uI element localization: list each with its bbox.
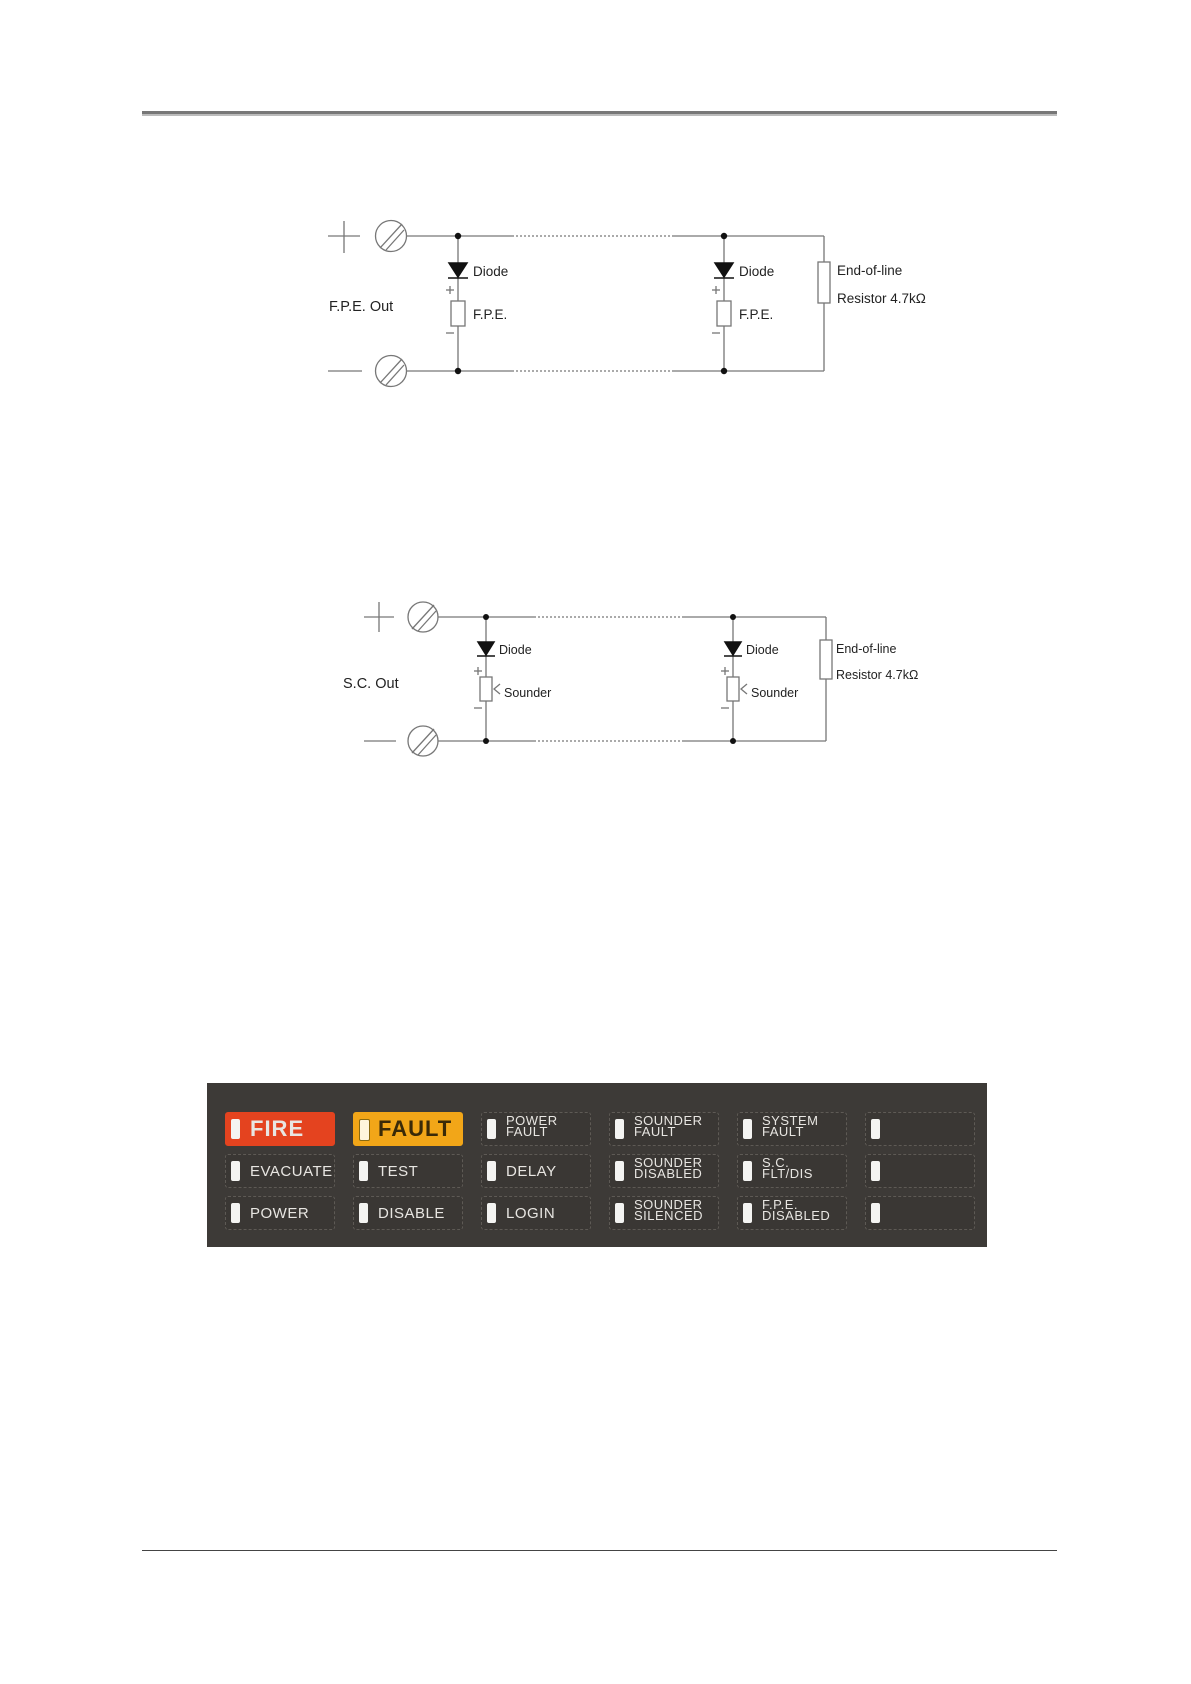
- led-icon: [871, 1119, 880, 1139]
- fpe-eol-label-1: End-of-line: [837, 263, 903, 278]
- indicator-fire: [225, 1112, 335, 1146]
- led-icon: [359, 1119, 370, 1141]
- indicator-power-fault: [481, 1112, 591, 1146]
- indicator-label: LOGIN: [506, 1204, 556, 1222]
- led-icon: [871, 1161, 880, 1181]
- indicator-panel: [207, 1083, 987, 1247]
- indicator-label: F.P.E. DISABLED: [762, 1197, 831, 1223]
- led-icon: [359, 1161, 368, 1181]
- led-icon: [871, 1203, 880, 1223]
- led-icon: [231, 1161, 240, 1181]
- indicator-evacuate: [225, 1154, 335, 1188]
- led-icon: [487, 1119, 496, 1139]
- indicator-label: SOUNDER SILENCED: [634, 1197, 704, 1223]
- sc-wiring-diagram: [0, 0, 1191, 780]
- indicator-label: S.C. FLT/DIS: [762, 1155, 813, 1181]
- led-icon: [487, 1161, 496, 1181]
- indicator-label: SOUNDER FAULT: [634, 1113, 703, 1139]
- indicator-label: DELAY: [506, 1162, 557, 1180]
- indicator-s-c--flt-dis: [737, 1154, 847, 1188]
- indicator-fault: [353, 1112, 463, 1146]
- indicator-label: EVACUATE: [250, 1162, 333, 1180]
- sc-terminal-label: S.C. Out: [343, 676, 399, 692]
- fpe-diode-1-label: Diode: [473, 264, 509, 279]
- fpe-terminal-label: F.P.E. Out: [329, 299, 394, 315]
- indicator-power: [225, 1196, 335, 1230]
- fpe-diode-2-label: Diode: [739, 264, 775, 279]
- sc-eol-label-1: End-of-line: [836, 642, 897, 656]
- indicator-label: POWER: [250, 1204, 310, 1222]
- indicator-label: TEST: [378, 1162, 419, 1180]
- indicator-system-fault: [737, 1112, 847, 1146]
- fpe-load-1-label: F.P.E.: [473, 307, 508, 322]
- led-icon: [359, 1203, 368, 1223]
- sc-load-1-label: Sounder: [504, 686, 552, 700]
- indicator-sounder-disabled: [609, 1154, 719, 1188]
- led-icon: [615, 1203, 624, 1223]
- indicator-sounder-silenced: [609, 1196, 719, 1230]
- indicator-blank: [865, 1154, 975, 1188]
- footer-rule: [142, 1550, 1057, 1551]
- indicator-f-p-e--disabled: [737, 1196, 847, 1230]
- eol-resistor: [820, 640, 832, 679]
- sc-eol-label-2: Resistor 4.7kΩ: [836, 668, 919, 682]
- indicator-delay: [481, 1154, 591, 1188]
- sounder-1-icon: [480, 677, 492, 701]
- led-icon: [231, 1119, 240, 1139]
- indicator-sounder-fault: [609, 1112, 719, 1146]
- indicator-test: [353, 1154, 463, 1188]
- indicator-login: [481, 1196, 591, 1230]
- indicator-label: POWER FAULT: [506, 1113, 558, 1139]
- led-icon: [231, 1203, 240, 1223]
- led-icon: [743, 1203, 752, 1223]
- led-icon: [743, 1161, 752, 1181]
- sc-load-2-label: Sounder: [751, 686, 799, 700]
- led-icon: [615, 1161, 624, 1181]
- indicator-label: DISABLE: [378, 1204, 445, 1222]
- indicator-disable: [353, 1196, 463, 1230]
- indicator-grid: [225, 1112, 975, 1230]
- indicator-label: SYSTEM FAULT: [762, 1113, 819, 1139]
- diode-2-icon: [725, 642, 741, 655]
- led-icon: [615, 1119, 624, 1139]
- indicator-label: FIRE: [250, 1116, 305, 1141]
- indicator-label: SOUNDER DISABLED: [634, 1155, 703, 1181]
- fpe-eol-label-2: Resistor 4.7kΩ: [837, 291, 926, 306]
- indicator-blank: [865, 1112, 975, 1146]
- indicator-blank: [865, 1196, 975, 1230]
- fpe-load-2-label: F.P.E.: [739, 307, 774, 322]
- led-icon: [743, 1119, 752, 1139]
- led-icon: [487, 1203, 496, 1223]
- sc-diode-1-label: Diode: [499, 643, 532, 657]
- sc-diode-2-label: Diode: [746, 643, 779, 657]
- sounder-2-icon: [727, 677, 739, 701]
- diode-1-icon: [478, 642, 494, 655]
- indicator-label: FAULT: [378, 1116, 453, 1141]
